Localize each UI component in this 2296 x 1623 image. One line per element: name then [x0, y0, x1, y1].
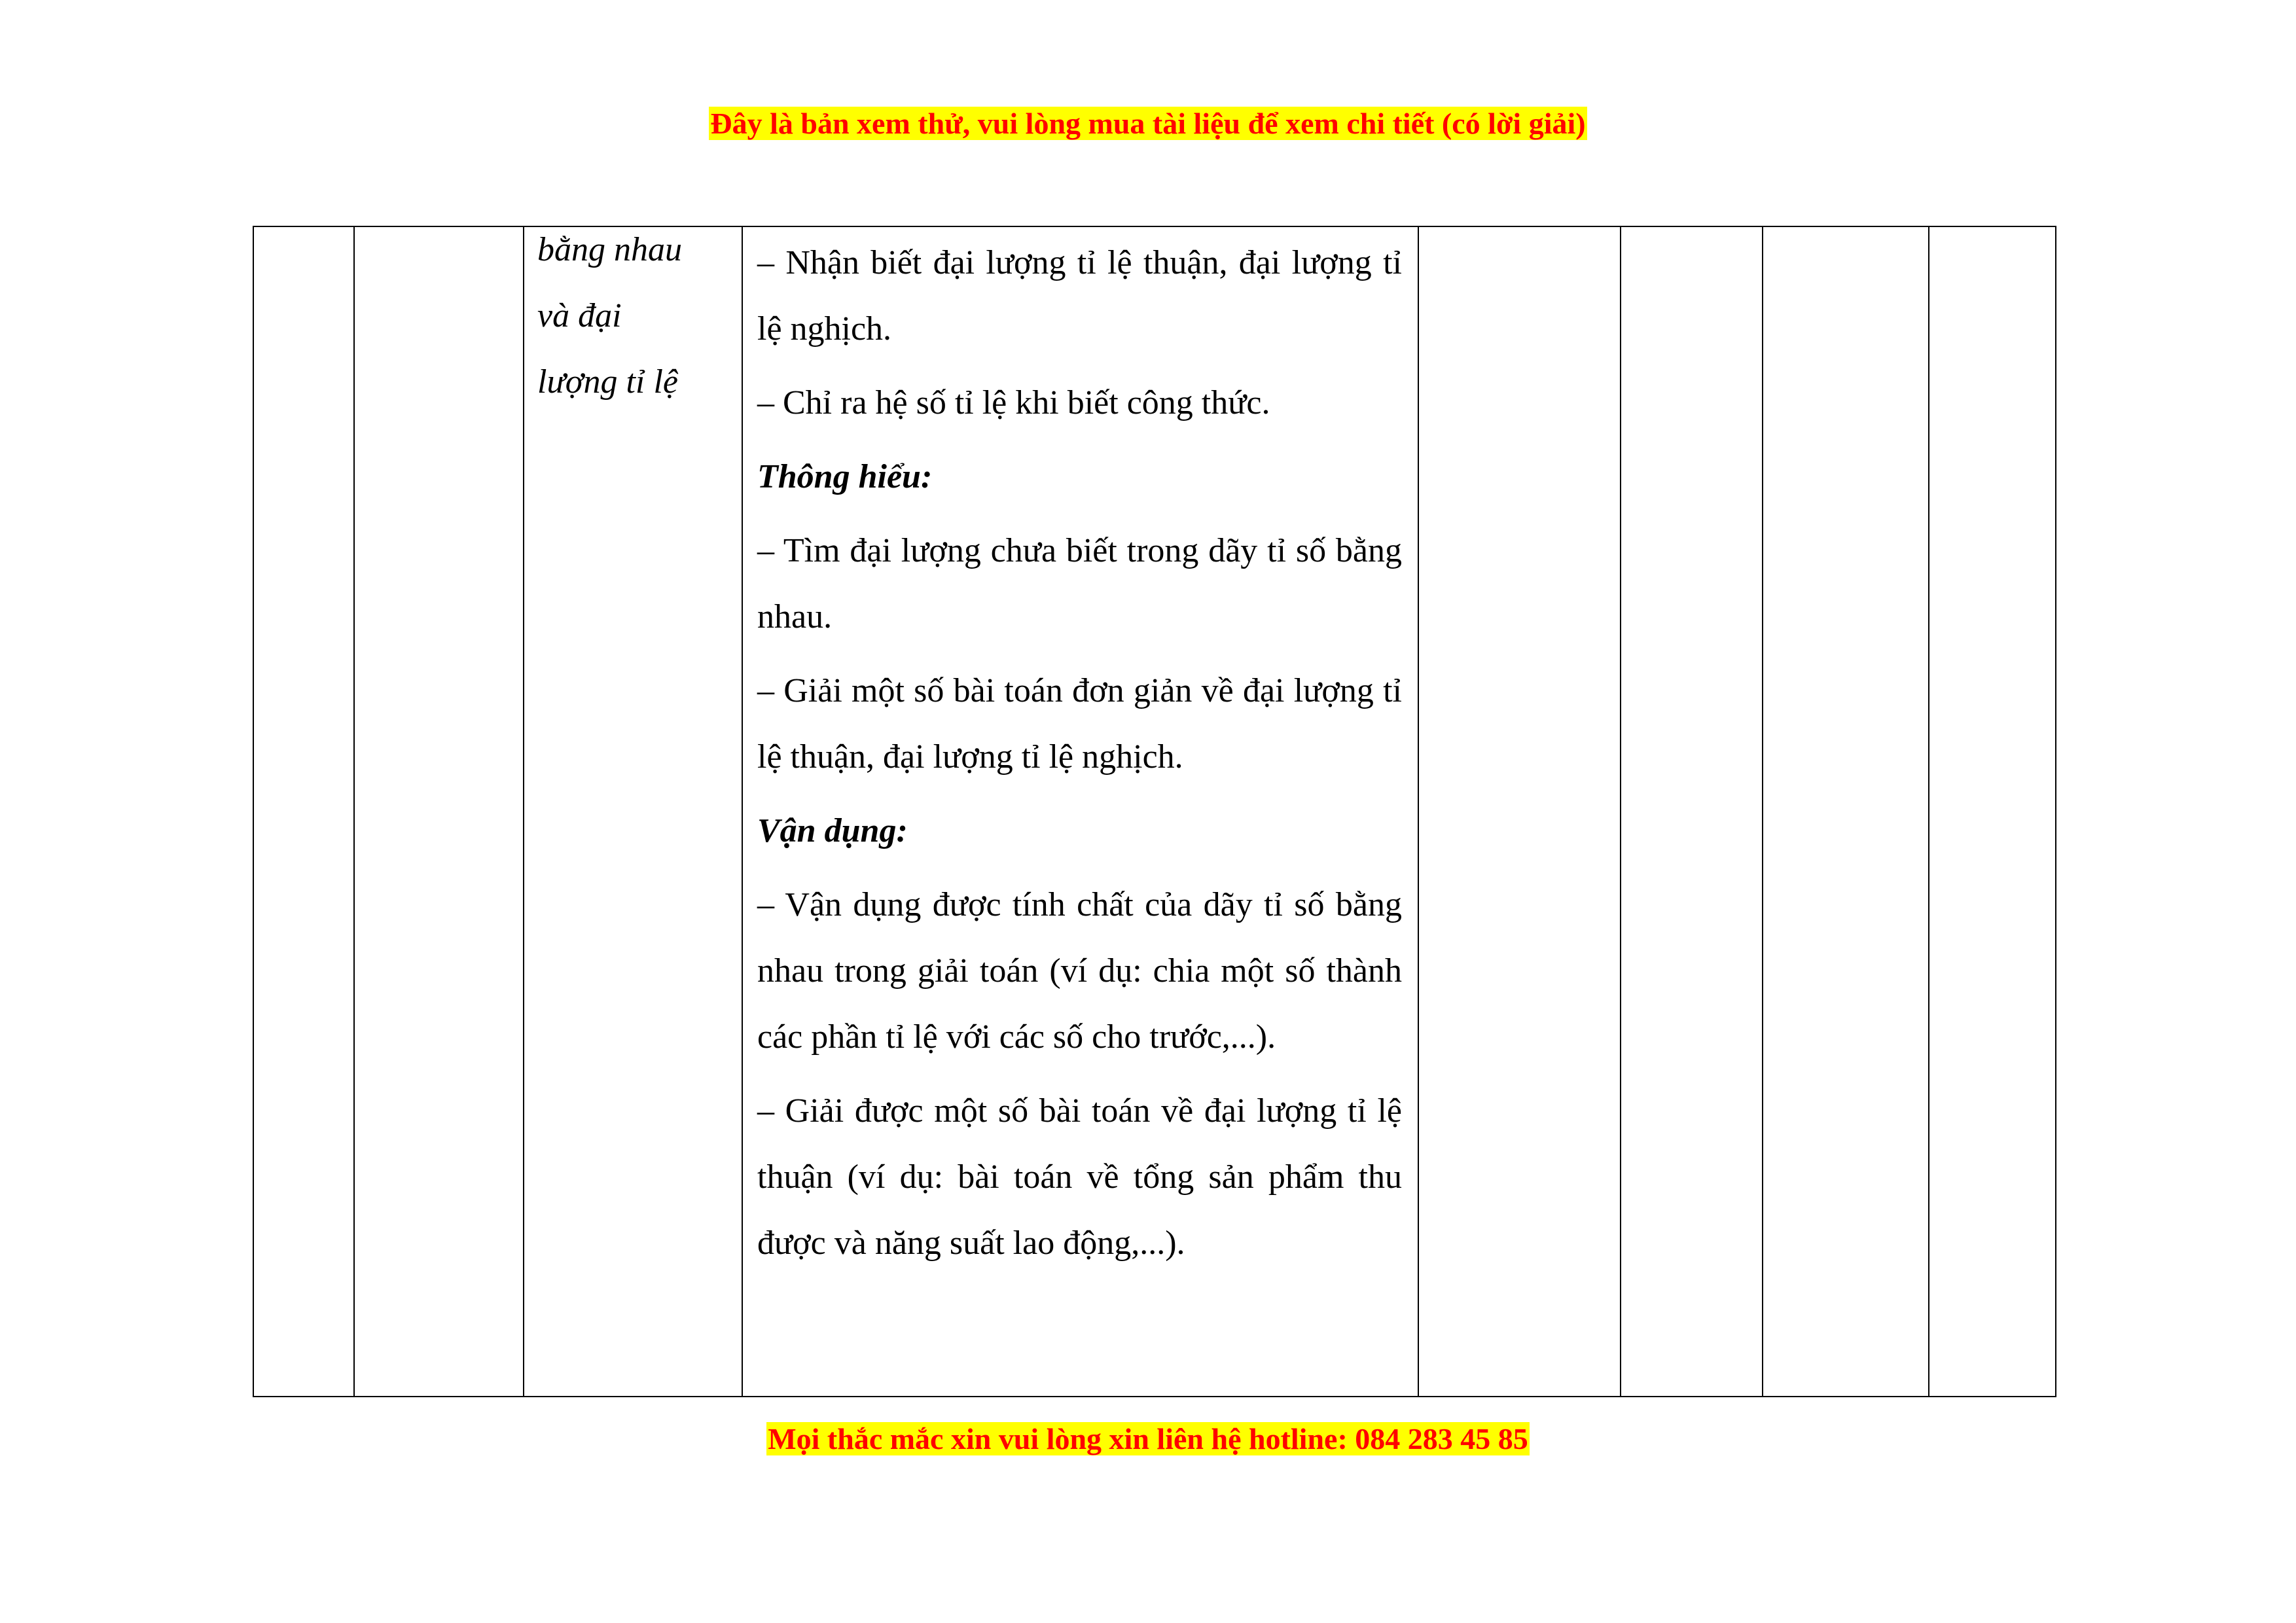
- topic-line: và đại: [537, 297, 622, 334]
- preview-notice-text: Đây là bản xem thử, vui lòng mua tài liệu để xem chi tiết (có lời giải): [710, 107, 1586, 140]
- hotline-notice: [0, 1419, 2296, 1459]
- level-heading-application: Vận dụng:: [757, 812, 908, 849]
- hotline-notice-text: Mọi thắc mắc xin vui lòng xin liên hệ hotline: 084 283 45 85: [768, 1422, 1528, 1455]
- requirement-item: – Vận dụng được tính chất của dãy tỉ số bằng nhau trong giải toán (ví dụ: chia một số thành các phần tỉ lệ với các số cho trước,...).: [757, 886, 1402, 1056]
- requirement-item: – Giải được một số bài toán về đại lượng tỉ lệ thuận (ví dụ: bài toán về tổng sản phẩm thu được và năng suất lao động,...).: [757, 1092, 1402, 1262]
- cell-count-recognition: [1418, 226, 1621, 1397]
- requirement-item: – Nhận biết đại lượng tỉ lệ thuận, đại lượng tỉ lệ nghịch.: [757, 244, 1402, 348]
- cell-count-high-application: [1929, 226, 2056, 1397]
- cell-chapter: [354, 226, 524, 1397]
- level-heading-understanding: Thông hiểu:: [757, 458, 933, 495]
- table-row: [253, 226, 2056, 1397]
- cell-index: [253, 226, 354, 1397]
- cell-topic: [524, 226, 742, 1397]
- requirement-item: – Tìm đại lượng chưa biết trong dãy tỉ số bằng nhau.: [757, 532, 1402, 635]
- topic-line: lượng tỉ lệ: [537, 363, 678, 401]
- topic-line: bằng nhau: [537, 231, 682, 268]
- requirement-item: – Giải một số bài toán đơn giản về đại lượng tỉ lệ thuận, đại lượng tỉ lệ nghịch.: [757, 672, 1402, 776]
- cell-requirements: [742, 226, 1418, 1397]
- preview-notice: [0, 103, 2296, 144]
- requirement-item: – Chỉ ra hệ số tỉ lệ khi biết công thức.: [757, 384, 1270, 421]
- cell-count-understanding: [1621, 226, 1763, 1397]
- cell-count-application: [1763, 226, 1929, 1397]
- content-table: [253, 226, 2056, 1397]
